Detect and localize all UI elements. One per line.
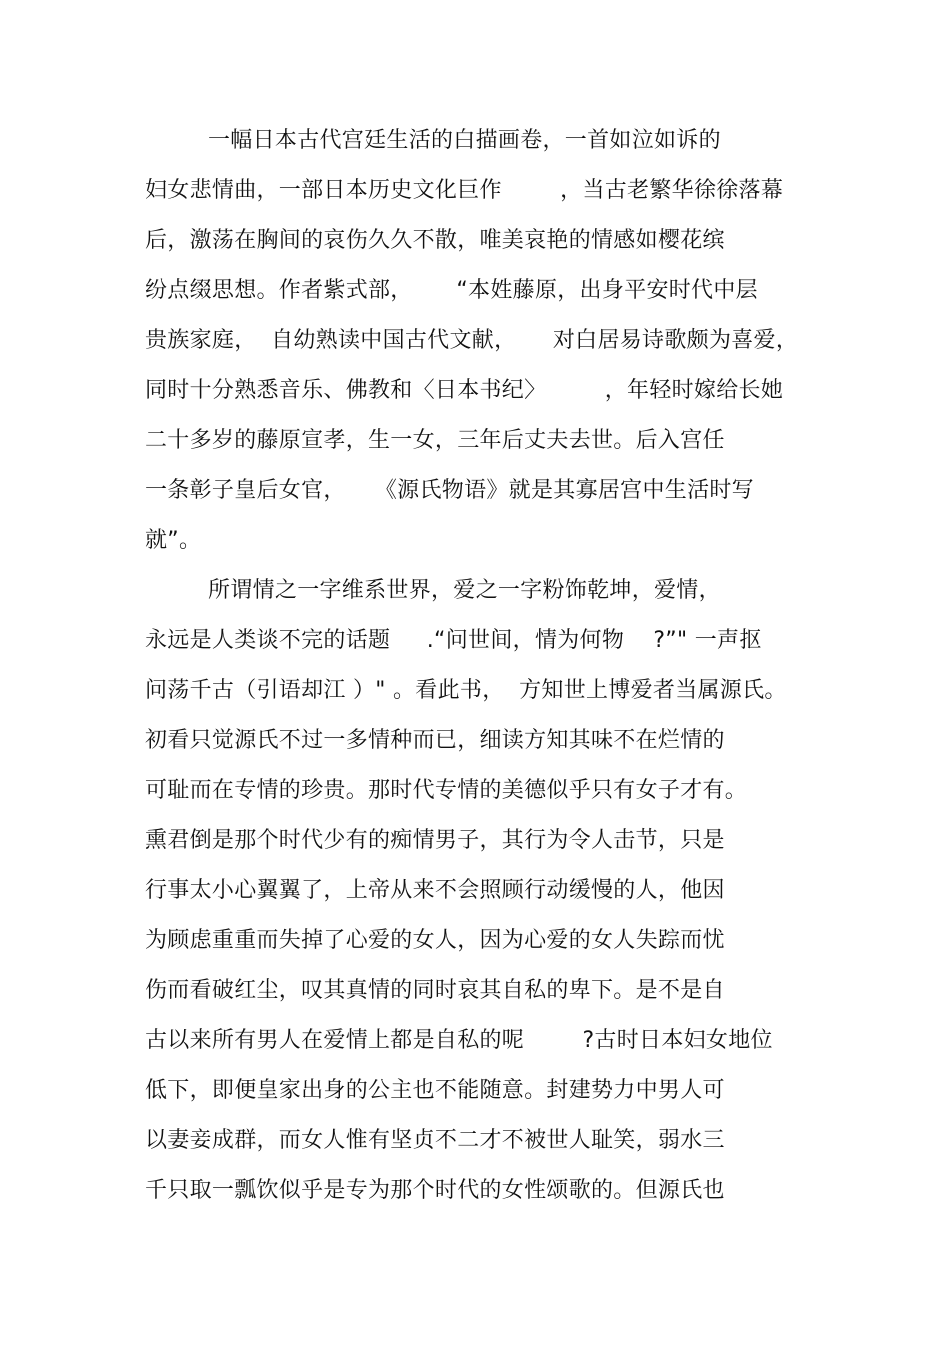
text-line: 贵族家庭， 自幼熟读中国古代文献， 对白居易诗歌颇为喜爱， [145,328,799,353]
text-line: 低下，即便皇家出身的公主也不能随意。封建势力中男人可 [145,1078,725,1103]
text-line: 千只取一瓢饮似乎是专为那个时代的女性颂歌的。但源氏也 [145,1178,725,1203]
text-line: 为顾虑重重而失掉了心爱的女人，因为心爱的女人失踪而忧 [145,928,725,953]
text-line: 后，激荡在胸间的哀伤久久不散，唯美哀艳的情感如樱花缤 [145,228,725,253]
text-line: 所谓情之一字维系世界，爱之一字粉饰乾坤，爱情， [208,578,721,603]
text-line: 熏君倒是那个时代少有的痴情男子，其行为令人击节，只是 [145,828,725,853]
text-line: 伤而看破红尘，叹其真情的同时哀其自私的卑下。是不是自 [145,978,725,1003]
text-line: 同时十分熟悉音乐、佛教和〈日本书纪〉 ，年轻时嫁给长她 [145,378,784,403]
text-line: 永远是人类谈不完的话题 .“问世间，情为何物 ?”" 一声抠 [145,628,762,653]
text-line: 以妻妾成群，而女人惟有坚贞不二才不被世人耻笑，弱水三 [145,1128,725,1153]
text-line: 纷点缀思想。作者紫式部， “本姓藤原，出身平安时代中层 [145,278,758,303]
text-line: 就”。 [145,528,202,553]
text-line: 古以来所有男人在爱情上都是自私的呢 ?古时日本妇女地位 [145,1028,773,1053]
text-line: 一幅日本古代宫廷生活的白描画卷，一首如泣如诉的 [208,128,721,153]
text-line: 行事太小心翼翼了，上帝从来不会照顾行动缓慢的人，他因 [145,878,725,903]
text-line: 问荡千古（引语却江 ）" 。看此书， 方知世上博爱者当属源氏。 [145,678,787,703]
text-line: 一条彰子皇后女官， 《源氏物语》就是其寡居宫中生活时写 [145,478,754,503]
text-line: 可耻而在专情的珍贵。那时代专情的美德似乎只有女子才有。 [145,778,748,803]
text-line: 妇女悲情曲，一部日本历史文化巨作 ，当古老繁华徐徐落幕 [145,178,784,203]
text-line: 二十多岁的藤原宣孝，生一女，三年后丈夫去世。后入宫任 [145,428,725,453]
text-line: 初看只觉源氏不过一多情种而已，细读方知其味不在烂情的 [145,728,725,753]
